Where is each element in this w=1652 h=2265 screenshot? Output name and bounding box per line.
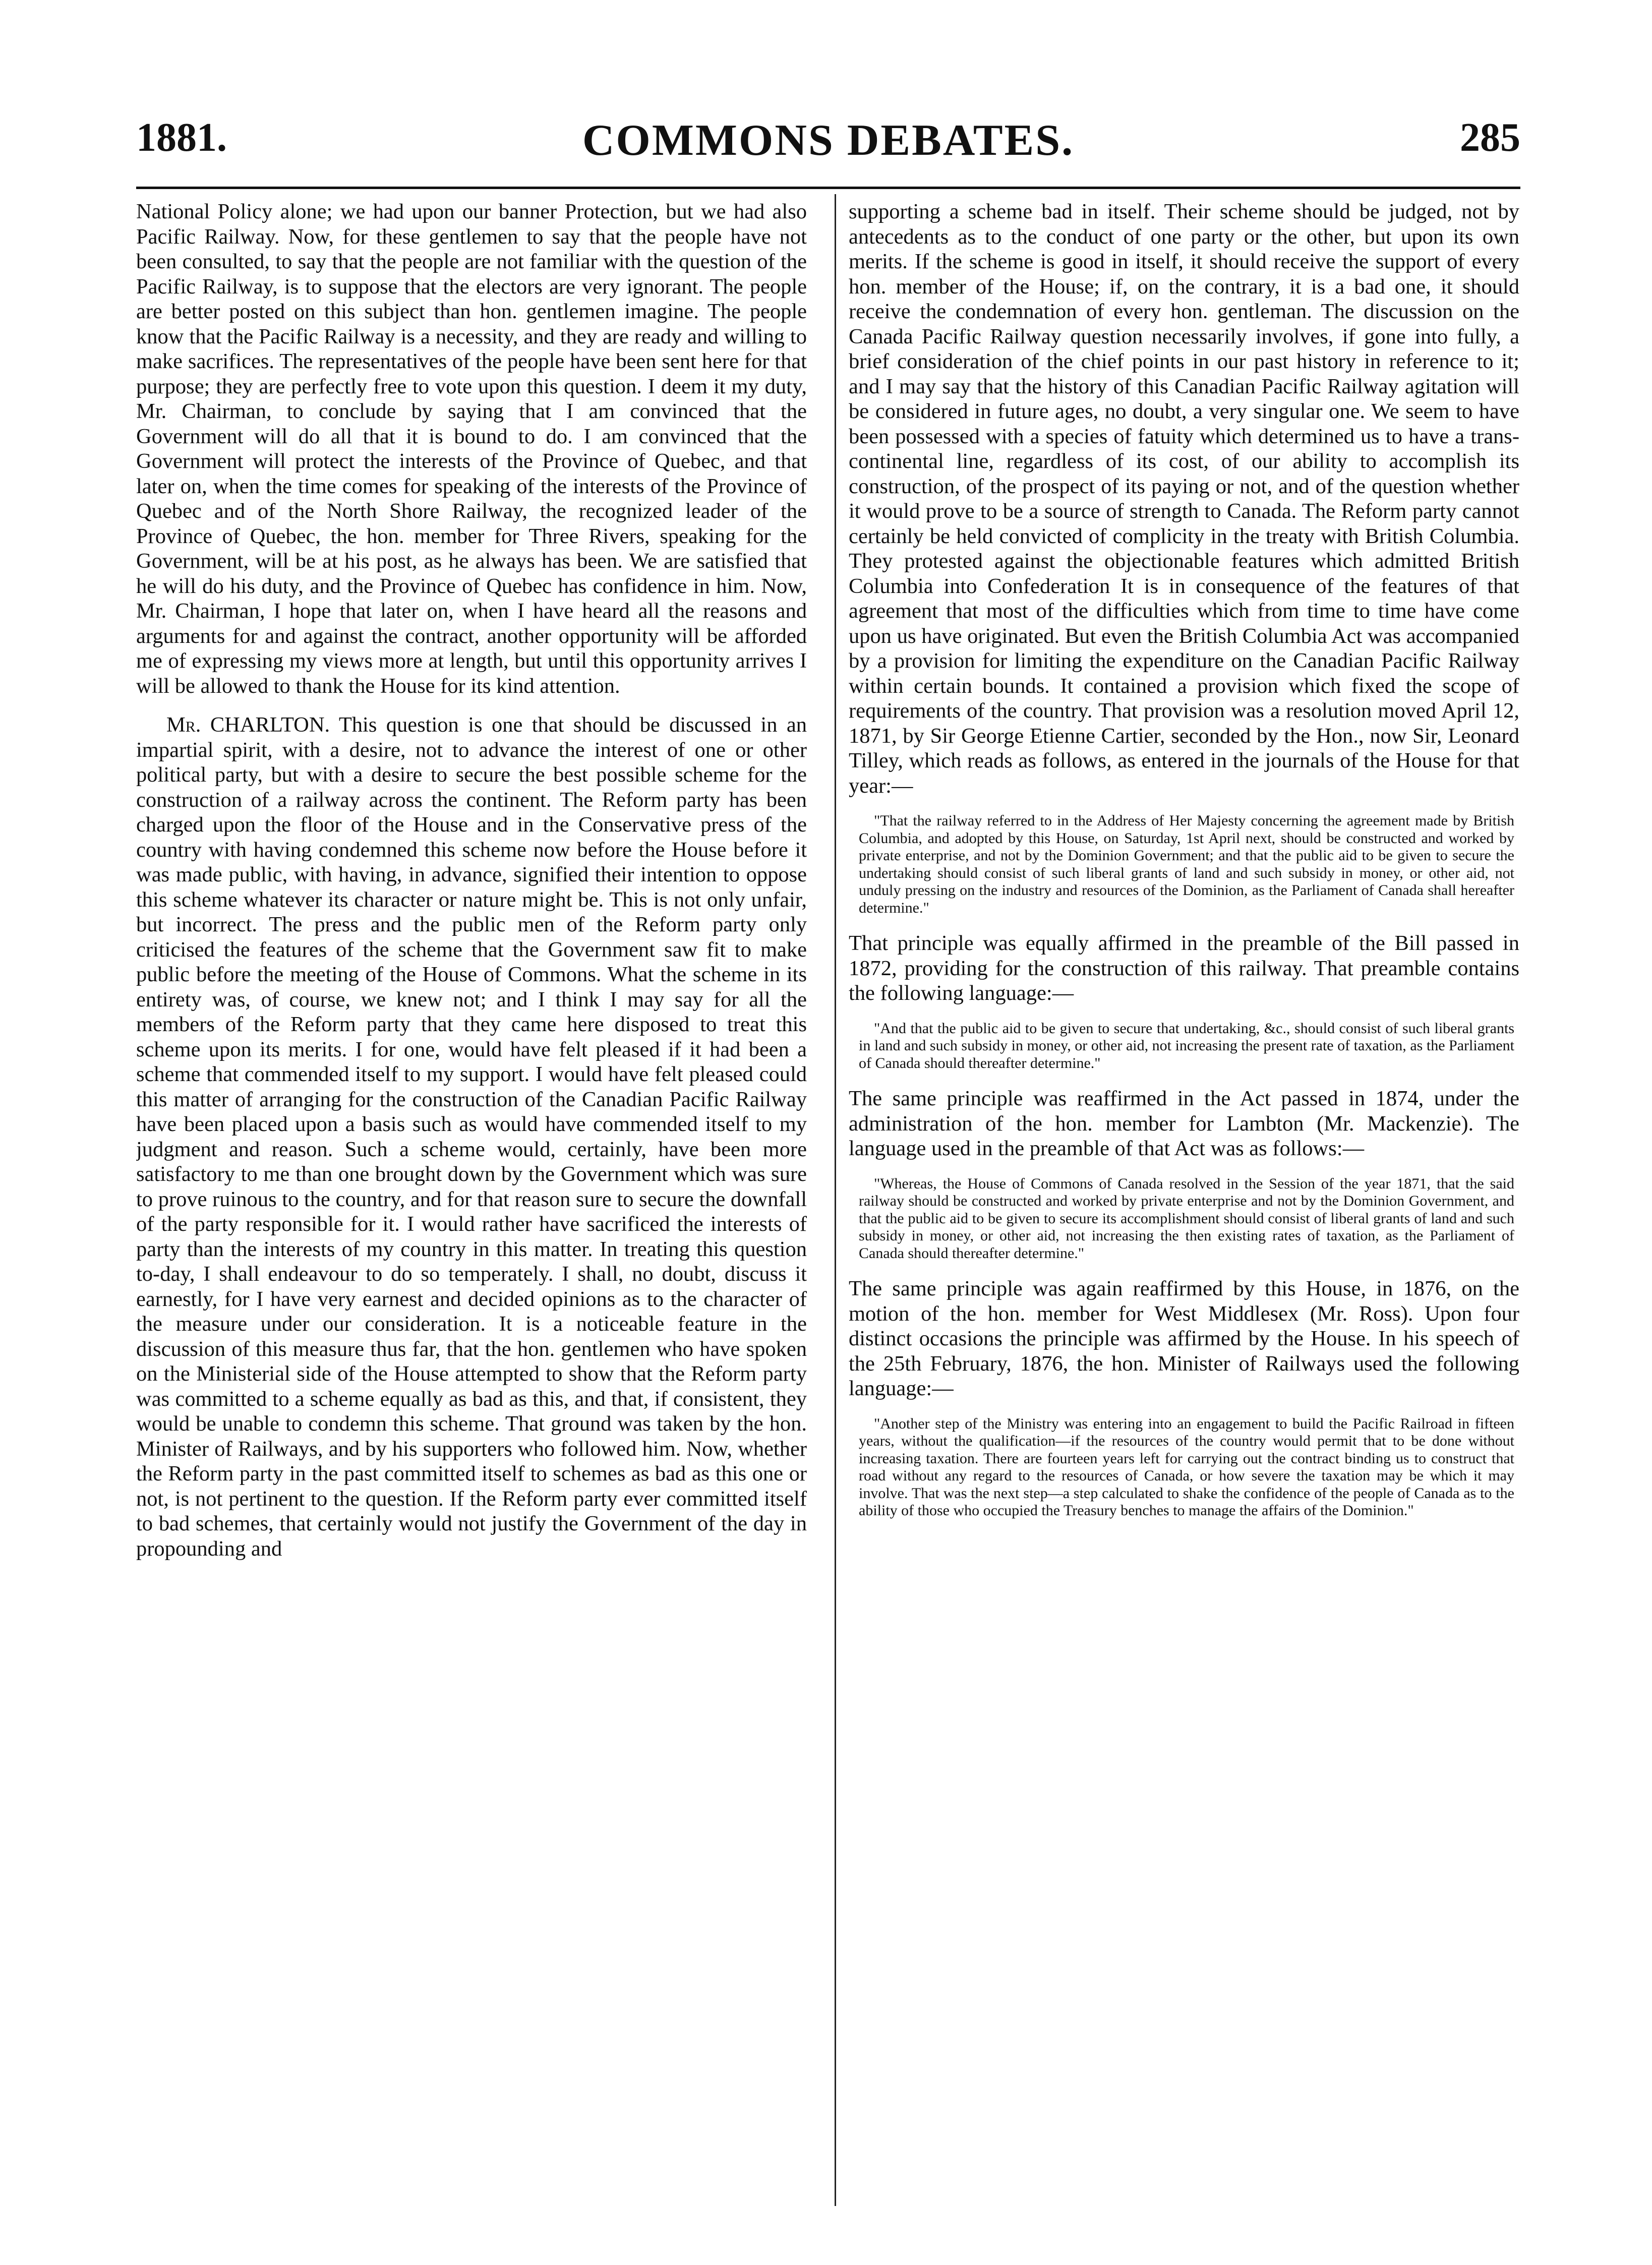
quote-1876-speech: "Another step of the Ministry was entering into an engagement to build the Pacific Railroad in fifteen years, without the qualification—if the resources of the country would permit that to be done without increasing taxation. There are fourteen years left for carrying out the contract binding us to construct that road without any regard to the resources of Canada, or how severe the taxation may be which it may involve. That was the next step—a step calculated to shake the confidence of the people of Canada as to the ability of those who occupied the Treasury benches to manage the affairs of the Dominion."	[859, 1415, 1514, 1519]
quote-1872-preamble: "And that the public aid to be given to secure that undertaking, &c., should consist of such liberal grants in land and such subsidy in money, or other aid, not increasing the present rate of taxation, as the Parliament of Canada should thereafter determine."	[859, 1020, 1514, 1071]
left-column	[136, 199, 807, 2211]
right-paragraph-2: That principle was equally affirmed in the preamble of the Bill passed in 1872, providing for the construction of this railway. That preamble contains the following language:—	[849, 931, 1519, 1005]
right-paragraph-4: The same principle was again reaffirmed by this House, in 1876, on the motion of the hon. member for West Middlesex (Mr. Ross). Upon four distinct occasions the principle was affirmed by the House. In his speech of the 25th February, 1876, the hon. Minister of Railways used the following language:—	[849, 1277, 1519, 1400]
quote-1874-preamble: "Whereas, the House of Commons of Canada resolved in the Session of the year 1871, that the said railway should be constructed and worked by private enterprise and not by the Dominion Government, and that the public aid to be given to secure its accomplishment should consist of liberal grants of land and such subsidy in money, or other aid, not increasing the then existing rates of taxation, as the Parliament of Canada should thereafter determine."	[859, 1175, 1514, 1262]
header-year: 1881.	[136, 115, 227, 160]
header-rule	[136, 187, 1520, 189]
page-header	[136, 115, 1520, 175]
header-title: COMMONS DEBATES.	[582, 116, 1075, 165]
column-divider	[835, 194, 836, 2206]
right-paragraph-3: The same principle was reaffirmed in the Act passed in 1874, under the administration of the hon. member for Lambton (Mr. Mackenzie). The language used in the preamble of that Act was as follows:—	[849, 1087, 1519, 1160]
quote-1871-resolution: "That the railway referred to in the Address of Her Majesty concerning the agreement made by British Columbia, and adopted by this House, on Saturday, 1st April next, should be constructed and worked by private enterprise, and not by the Dominion Government; and that the public aid to be given to secure the undertaking should consist of such liberal grants of land and such subsidy in money, or other aid, not unduly pressing on the industry and resources of the Dominion, as the Parliament of Canada shall hereafter determine."	[859, 812, 1514, 916]
left-paragraph-1: National Policy alone; we had upon our banner Protection, but we had also Pacific Railway. Now, for these gentlemen to say that the people have not been consulted, to say that the people are not familiar with the question of the Pacific Railway, is to suppose that the electors are very ignorant. The people are better posted on this subject than hon. gentlemen imagine. The people know that the Pacific Railway is a necessity, and they are ready and willing to make sacrifices. The representatives of the people have been sent here for that purpose; they are perfectly free to vote upon this question. I deem it my duty, Mr. Chairman, to conclude by saying that I am convinced that the Government will do all that it is bound to do. I am convinced that the Government will protect the interests of the Province of Quebec, and that later on, when the time comes for speaking of the interests of the Province of Quebec and of the North Shore Railway, the recognized leader of the Province of Quebec, the hon. member for Three Rivers, speaking for the Government, will be at his post, as he always has been. We are satisfied that he will do his duty, and the Province of Quebec has confidence in him. Now, Mr. Chairman, I hope that later on, when I have heard all the reasons and arguments for and against the contract, another opportunity will be afforded me of expressing my views more at length, but until this opportunity arrives I will be allowed to thank the House for its kind attention.	[136, 200, 807, 698]
page-number: 285	[1460, 115, 1520, 160]
speaker-name: Mr. CHARLTON.	[166, 713, 330, 737]
left-paragraph-2	[136, 712, 807, 1561]
right-column	[849, 199, 1519, 2211]
speech-text: This question is one that should be discussed in an impartial spirit, with a desire, not to advance the interest of one or other political party, but with a desire to secure the best possible scheme for the construction of a railway across the continent. The Reform party has been charged upon the floor of the House and in the Conservative press of the country with having condemned this scheme now before the House before it was made public, with having, in advance, signified their intention to oppose this scheme whatever its character or nature might be. This is not only unfair, but incorrect. The press and the public men of the Reform party only criticised the features of the scheme that the Government saw fit to make public before the meeting of the House of Commons. What the scheme in its entirety was, of course, we knew not; and I think I may say for all the members of the Reform party that they came here disposed to treat this scheme upon its merits. I for one, would have felt pleased if it had been a scheme that commended itself to my support. I would have felt pleased could this matter of arranging for the construction of the Canadian Pacific Railway have been placed upon a basis such as would have commended itself to my judgment and reason. Such a scheme would, certainly, have been more satisfactory to me than one brought down by the Government which was sure to prove ruinous to the country, and for that reason sure to secure the downfall of the party responsible for it. I would rather have sacrificed the interests of party than the interests of my country in this matter. In treating this question to-day, I shall endeavour to do so temperately. I shall, no doubt, discuss it earnestly, for I have very earnest and decided opinions as to the character of the measure under our consideration. It is a noticeable feature in the discussion of this measure thus far, that the hon. gentlemen who have spoken on the Ministerial side of the House attempted to show that the Reform party was committed to a scheme equally as bad as this, and that, if consistent, they would be unable to condemn this scheme. That ground was taken by the hon. Minister of Railways, and by his supporters who followed him. Now, whether the Reform party in the past committed itself to schemes as bad as this one or not, is not pertinent to the question. If the Reform party ever committed itself to bad schemes, that certainly would not justify the Government of the day in propounding and	[136, 713, 807, 1561]
right-paragraph-1: supporting a scheme bad in itself. Their scheme should be judged, not by antecedents as to the conduct of one party or the other, but upon its own merits. If the scheme is good in itself, it should receive the support of every hon. member of the House; if, on the contrary, it is a bad one, it should receive the condemnation of every hon. gentleman. The discussion on the Canada Pacific Railway question necessarily involves, if gone into fully, a brief consideration of the chief points in our past history in reference to it; and I may say that the history of this Canadian Pacific Railway agitation will be considered in future ages, no doubt, a very singular one. We seem to have been possessed with a species of fatuity which determined us to have a trans-continental line, regardless of its cost, of our ability to accomplish its construction, of the prospect of its paying or not, and of the question whether it would prove to be a source of strength to Canada. The Reform party cannot certainly be held convicted of complicity in the treaty with British Columbia. They protested against the objectionable features which admitted British Columbia into Confederation It is in consequence of the features of that agreement that most of the difficulties which from time to time have come upon us have originated. But even the British Columbia Act was accompanied by a provision for limiting the expenditure on the Canadian Pacific Railway within certain bounds. It contained a provision which fixed the scope of requirements of the country. That provision was a resolution moved April 12, 1871, by Sir George Etienne Cartier, seconded by the Hon., now Sir, Leonard Tilley, which reads as follows, as entered in the journals of the House for that year:—	[849, 200, 1519, 798]
